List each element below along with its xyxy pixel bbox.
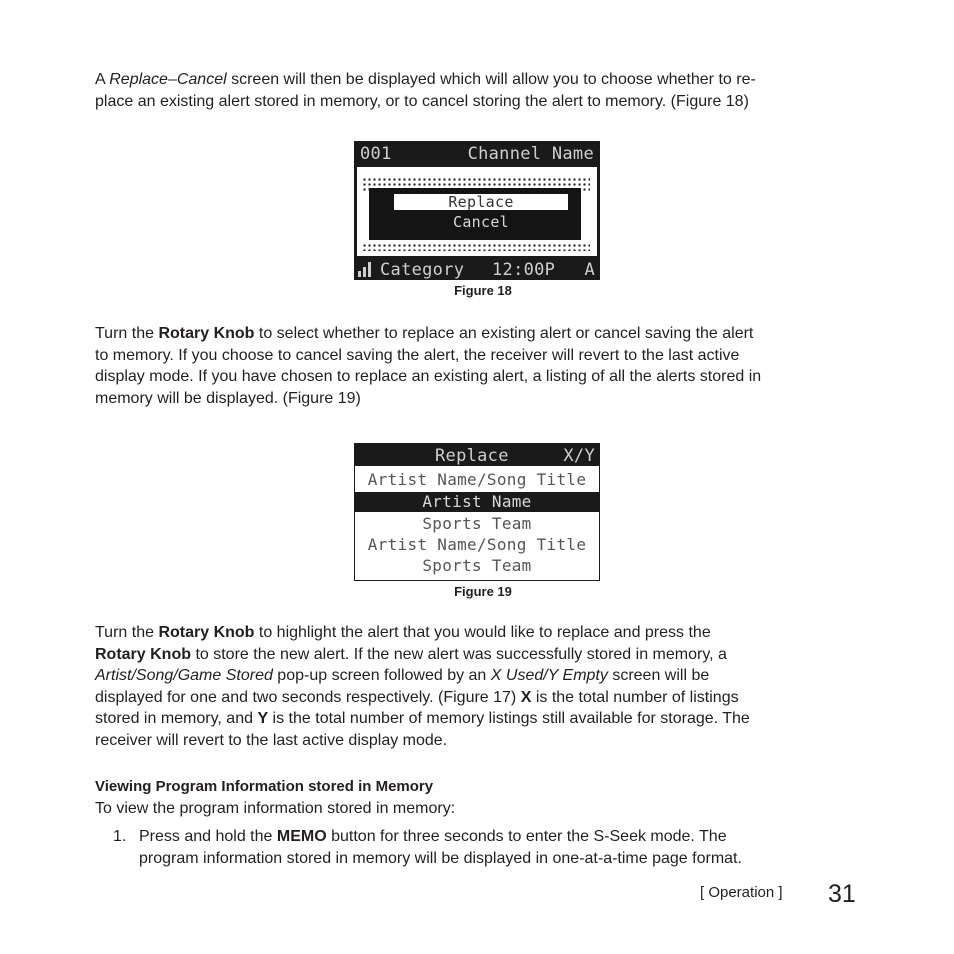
channel-number: 001 <box>360 144 392 164</box>
alert-list-item[interactable]: Sports Team <box>422 556 532 575</box>
signal-strength-icon <box>358 262 371 277</box>
display-footer <box>354 258 600 280</box>
intro-line-2: place an existing alert stored in memory, or to cancel storing the alert to memory. (Figure 18) <box>95 92 749 110</box>
para2-line-2: to memory. If you choose to cancel saving the alert, the receiver will revert to the last active <box>95 346 740 364</box>
para3-line-3: Artist/Song/Game Stored pop-up screen followed by an X Used/Y Empty screen will be <box>95 667 710 684</box>
figure-19-display <box>354 443 600 581</box>
category-label: Category <box>380 260 465 280</box>
section-label: [ Operation ] <box>700 884 783 901</box>
para3-line-5: stored in memory, and Y is the total number of memory listings still available for storage. The <box>95 710 750 727</box>
channel-name: Channel Name <box>467 144 594 164</box>
para2-line-3: display mode. If you have chosen to replace an existing alert, a listing of all the alerts stored in <box>95 368 762 385</box>
replace-cancel-popup <box>369 188 581 240</box>
step-item <box>95 826 865 869</box>
steps-list <box>95 826 865 869</box>
figure-18-display <box>354 141 600 280</box>
cancel-option[interactable]: Cancel <box>453 213 509 231</box>
step-line-1: Press and hold the MEMO button for three seconds to enter the S-Seek mode. The <box>139 828 727 845</box>
para3-line-6: receiver will revert to the last active display mode. <box>95 731 448 749</box>
display-header <box>355 444 599 466</box>
para3-line-1: Turn the Rotary Knob to highlight the alert that you would like to replace and press the <box>95 624 711 641</box>
page-number: 31 <box>828 880 856 908</box>
intro-paragraph <box>95 69 865 112</box>
intro-line-1: A Replace–Cancel screen will then be displayed which will allow you to choose whether to re- <box>95 71 756 88</box>
alert-list-item[interactable]: Artist Name/Song Title <box>367 535 587 554</box>
figure-18-caption: Figure 18 <box>454 283 512 298</box>
section-intro: To view the program information stored in memory: <box>95 800 456 817</box>
para2-line-4: memory will be displayed. (Figure 19) <box>95 389 361 407</box>
replace-option[interactable]: Replace <box>394 194 568 210</box>
step-line-2: program information stored in memory will be displayed in one-at-a-time page format. <box>139 849 742 867</box>
para3-line-2: Rotary Knob to store the new alert. If the new alert was successfully stored in memory, a <box>95 645 727 663</box>
select-paragraph <box>95 323 865 409</box>
section-heading: Viewing Program Information stored in Memory <box>95 778 434 795</box>
para3-line-4: displayed for one and two seconds respectively. (Figure 17) X is the total number of listings <box>95 688 739 706</box>
figure-19-caption: Figure 19 <box>454 584 512 599</box>
para2-line-1: Turn the Rotary Knob to select whether to replace an existing alert or cancel saving the alert <box>95 325 754 342</box>
clock-time: 12:00P <box>492 260 556 280</box>
alert-list-item[interactable]: Sports Team <box>422 514 532 533</box>
highlight-paragraph <box>95 622 865 751</box>
replace-title: Replace <box>435 446 509 466</box>
alert-list-item-selected[interactable]: Artist Name <box>355 492 599 512</box>
obscured-text-line <box>362 243 590 251</box>
memory-count: X/Y <box>563 446 595 466</box>
display-body <box>357 167 597 256</box>
band-indicator: A <box>584 260 595 280</box>
alert-list-item[interactable]: Artist Name/Song Title <box>367 470 587 489</box>
step-number: 1. <box>113 828 127 845</box>
